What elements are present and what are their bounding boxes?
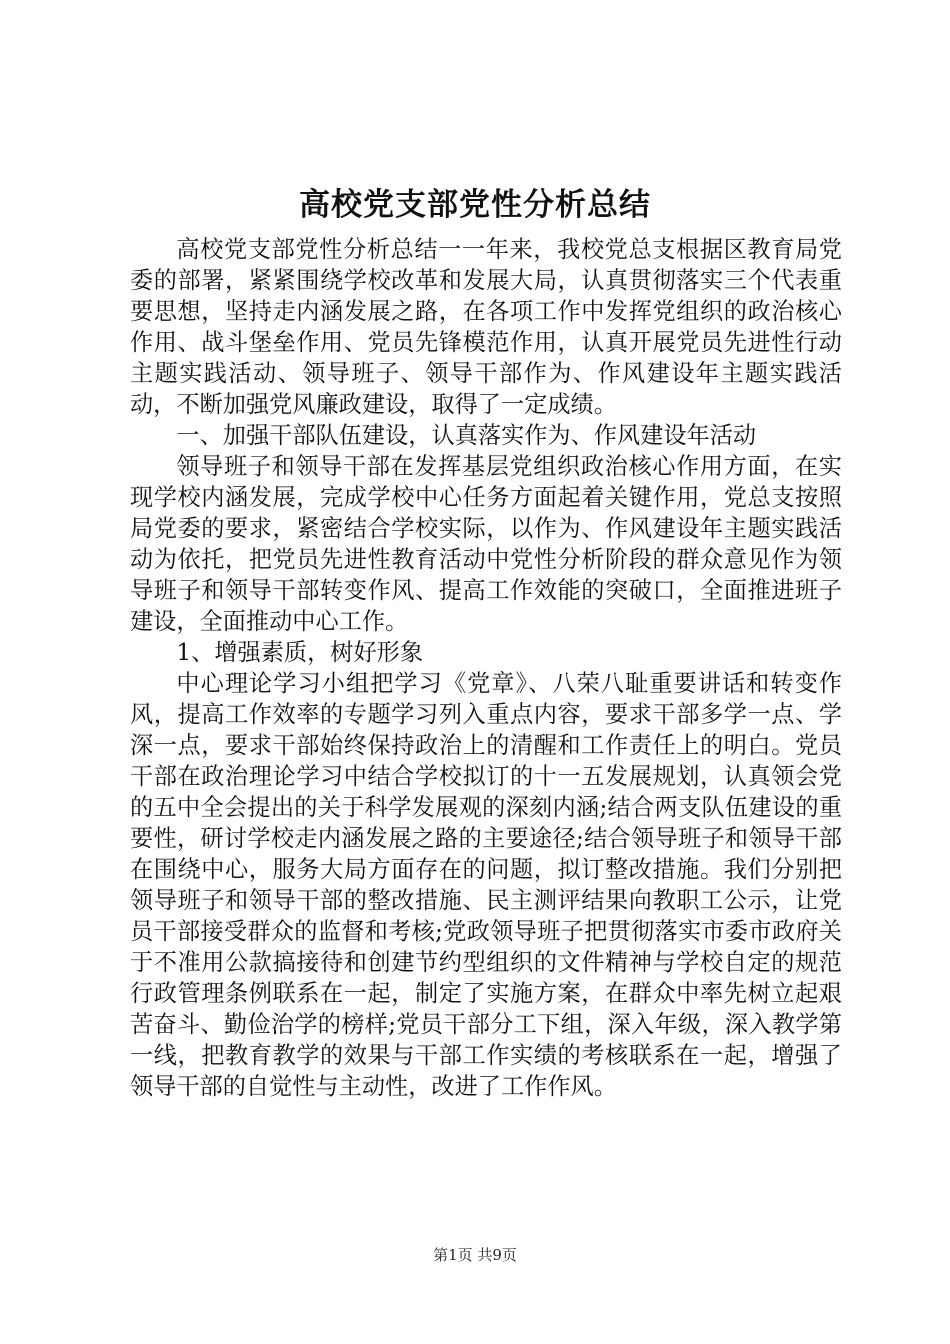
- page-footer: 第1页 共9页: [433, 1246, 517, 1264]
- document-body: [130, 234, 842, 1102]
- paragraph-section-1: 领导班子和领导干部在发挥基层党组织政治核心作用方面，在实现学校内涵发展，完成学校中心任务方面起着关键作用，党总支按照局党委的要求，紧密结合学校实际，以作为、作风建设年主题实践活动为依托，把党员先进性教育活动中党性分析阶段的群众意见作为领导班子和领导干部转变作风、提高工作效能的突破口，全面推进班子建设，全面推动中心工作。: [130, 453, 842, 635]
- paragraph-subsection-1: 中心理论学习小组把学习《党章》、八荣八耻重要讲话和转变作风，提高工作效率的专题学习列入重点内容，要求干部多学一点、学深一点，要求干部始终保持政治上的清醒和工作责任上的明白。党员干部在政治理论学习中结合学校拟订的十一五发展规划，认真领会党的五中全会提出的关于科学发展观的深刻内涵;结合两支队伍建设的重要性，研讨学校走内涵发展之路的主要途径;结合领导班子和领导干部在围绕中心，服务大局方面存在的问题，拟订整改措施。我们分别把领导班子和领导干部的整改措施、民主测评结果向教职工公示，让党员干部接受群众的监督和考核;党政领导班子把贯彻落实市委市政府关于不准用公款搞接待和创建节约型组织的文件精神与学校自定的规范行政管理条例联系在一起，制定了实施方案，在群众中率先树立起艰苦奋斗、勤俭治学的榜样;党员干部分工下组，深入年级，深入教学第一线，把教育教学的效果与干部工作实绩的考核联系在一起，增强了领导干部的自觉性与主动性，改进了工作作风。: [130, 670, 842, 1100]
- paragraph-intro: 高校党支部党性分析总结一一年来，我校党总支根据区教育局党委的部署，紧紧围绕学校改革和发展大局，认真贯彻落实三个代表重要思想，坚持走内涵发展之路，在各项工作中发挥党组织的政治核心作用、战斗堡垒作用、党员先锋模范作用，认真开展党员先进性行动主题实践活动、领导班子、领导干部作为、作风建设年主题实践活动，不断加强党风廉政建设，取得了一定成绩。: [130, 236, 842, 418]
- section-heading-1: 一、加强干部队伍建设，认真落实作为、作风建设年活动: [176, 422, 757, 449]
- subsection-heading-1: 1、增强素质，树好形象: [176, 639, 424, 666]
- document-title: 高校党支部党性分析总结: [299, 187, 651, 223]
